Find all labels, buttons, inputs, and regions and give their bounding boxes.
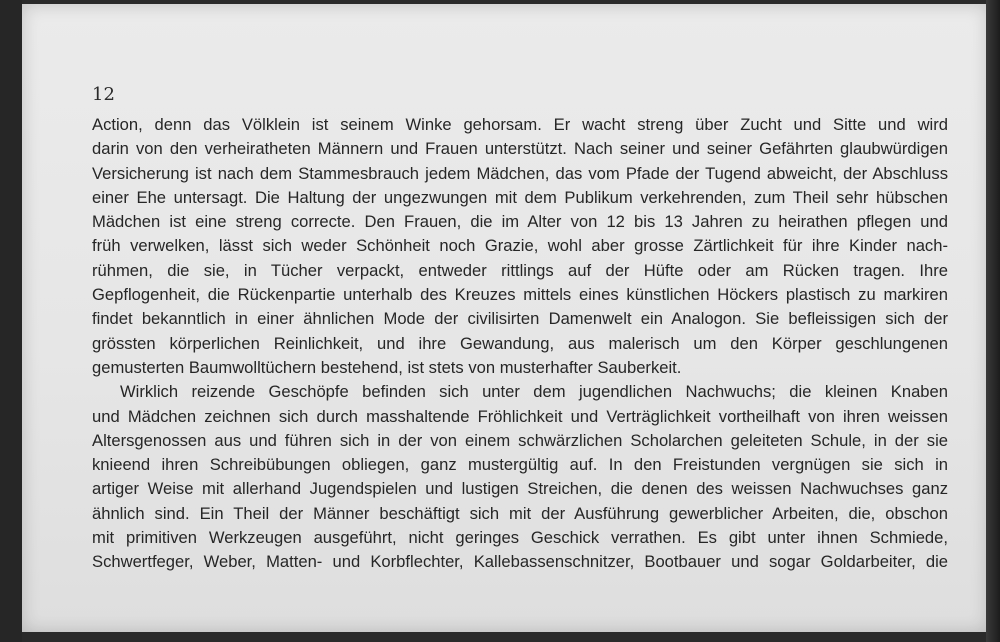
text-line: früh verwelken, lässt sich weder Schönheit noch Grazie, wohl aber grosse Zärtlichkeit für ihre Kinder nach-	[92, 236, 948, 256]
text-line: Wirklich reizende Geschöpfe befinden sich unter dem jugendlichen Nachwuchs; die kleinen Knaben	[120, 382, 948, 402]
text-line: Action, denn das Völklein ist seinem Winke gehorsam. Er wacht streng über Zucht und Sitte und wird	[92, 115, 948, 134]
text-line: grössten körperlichen Reinlichkeit, und ihre Gewandung, aus malerisch um den Körper geschlungenen	[92, 333, 948, 353]
text-line: Gepflogenheit, die Rückenpartie unterhalb des Kreuzes mittels eines künstlichen Höckers plastisch zu markiren	[92, 285, 948, 305]
text-line: Altersgenossen aus und führen sich in der von einem schwärzlichen Scholarchen geleiteten Schule, in der sie	[92, 430, 948, 450]
text-line: einer Ehe untersagt. Die Haltung der ungezwungen mit dem Publikum verkehrenden, zum Theil sehr hübschen	[92, 187, 948, 207]
text-line: ähnlich sind. Ein Theil der Männer beschäftigt sich mit der Ausführung gewerblicher Arbeiten, die, obschon	[92, 503, 948, 523]
text-line: Mädchen ist eine streng correcte. Den Frauen, die im Alter von 12 bis 13 Jahren zu heirathen pflegen und	[92, 212, 948, 232]
text-line: artiger Weise mit allerhand Jugendspielen und lustigen Streichen, die denen des weissen Nachwuchses ganz	[92, 479, 948, 499]
text-line: gemusterten Baumwolltüchern bestehend, ist stets von musterhafter Sauberkeit.	[92, 357, 682, 377]
text-line: Versicherung ist nach dem Stammesbrauch jedem Mädchen, das vom Pfade der Tugend abweicht, der Abschluss	[92, 163, 948, 183]
text-line: darin von den verheiratheten Männern und Frauen unterstützt. Nach seiner und seiner Gefährten glaubwürdigen	[92, 139, 948, 159]
body-text	[92, 113, 948, 575]
text-line: knieend ihren Schreibübungen obliegen, ganz mustergültig auf. In den Freistunden vergnügen sie sich in	[92, 455, 948, 475]
text-line: Schwertfeger, Weber, Matten- und Korbflechter, Kallebassenschnitzer, Bootbauer und sogar Goldarbeiter, die	[92, 552, 948, 572]
text-line: rühmen, die sie, in Tücher verpackt, entweder rittlings auf der Hüfte oder am Rücken tragen. Ihre	[92, 260, 948, 280]
text-line: findet bekanntlich in einer ähnlichen Mode der civilisirten Damenwelt ein Analogon. Sie befleissigen sich der	[92, 309, 948, 329]
text-line: und Mädchen zeichnen sich durch masshaltende Fröhlichkeit und Verträglichkeit vortheilhaft von ihren weissen	[92, 406, 948, 426]
text-line: mit primitiven Werkzeugen ausgeführt, nicht geringes Geschick verrathen. Es gibt unter ihnen Schmiede,	[92, 528, 948, 548]
page-number: 12	[92, 84, 115, 105]
scan-left-margin	[0, 0, 22, 642]
scan-right-edge	[986, 0, 1000, 642]
